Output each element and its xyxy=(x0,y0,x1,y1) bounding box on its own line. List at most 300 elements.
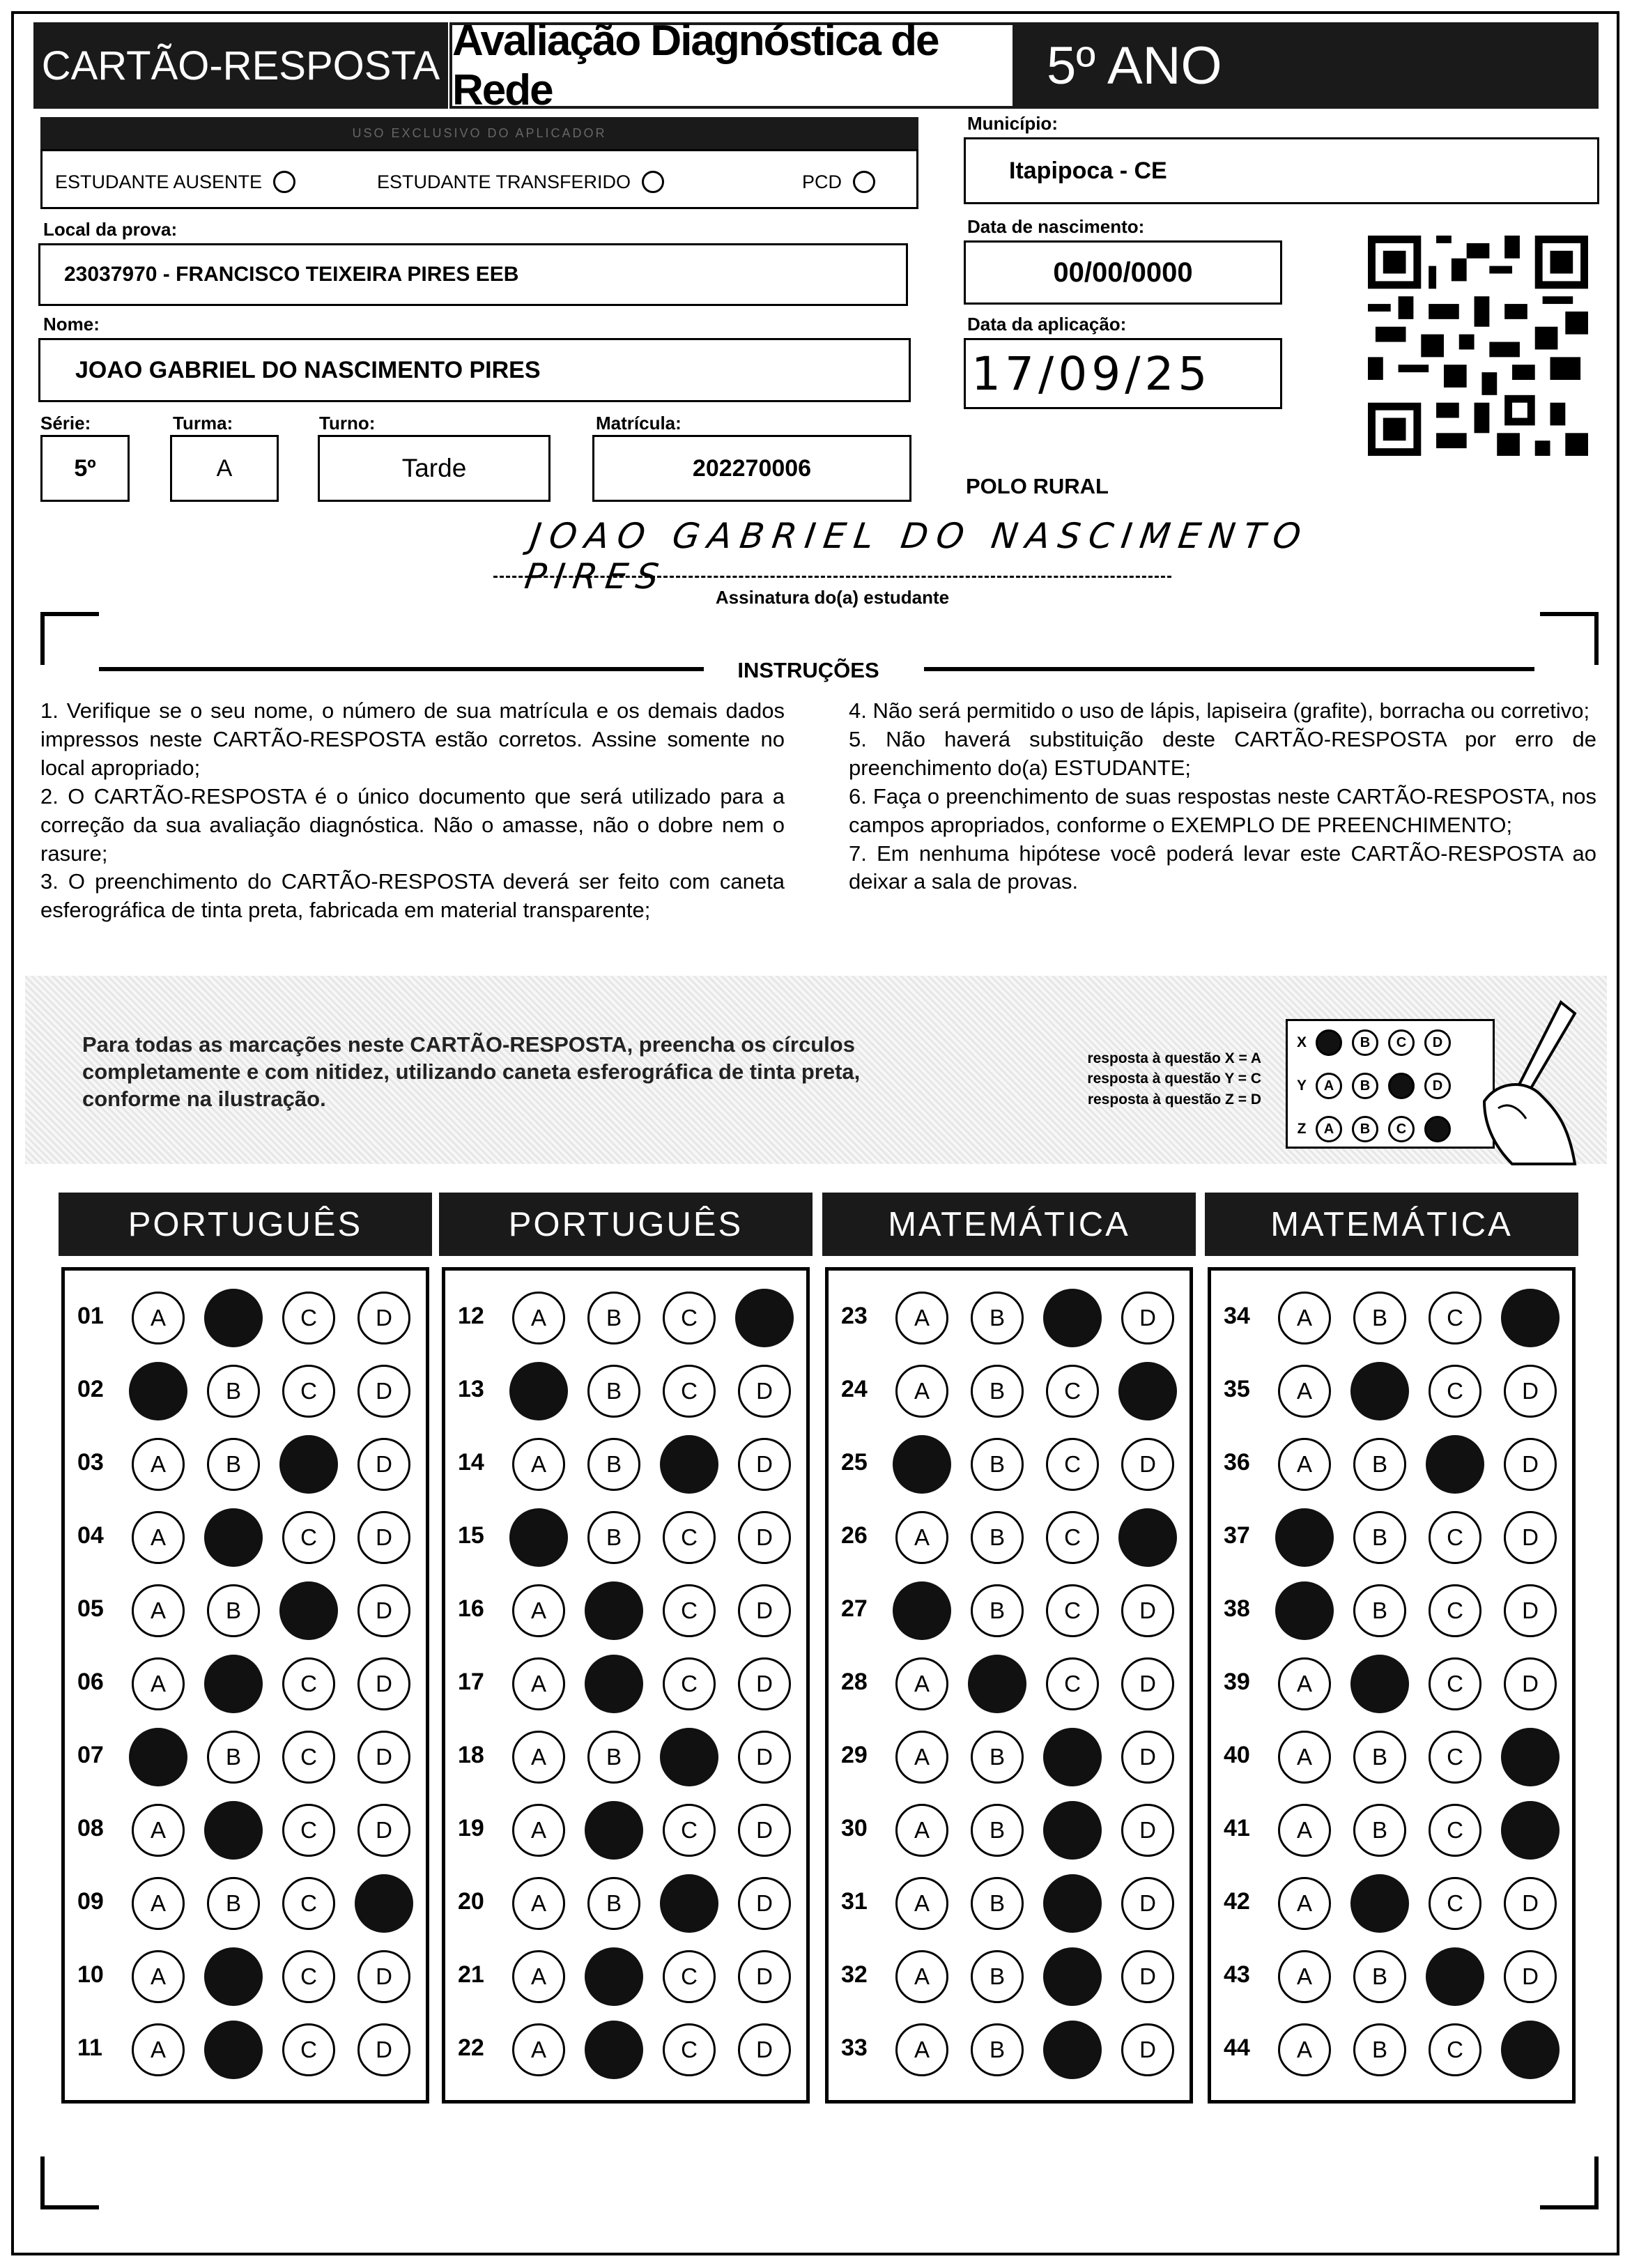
question-number: 34 xyxy=(1224,1303,1250,1329)
answer-bubble-c[interactable] xyxy=(1043,1947,1102,2006)
answer-bubble-b[interactable]: B xyxy=(1353,1731,1406,1784)
answer-bubble-c[interactable] xyxy=(660,1728,718,1786)
absence-bar: USO EXCLUSIVO DO APLICADOR xyxy=(40,117,918,149)
answer-bubble-b[interactable]: B xyxy=(1353,1438,1406,1491)
answer-bubble-b[interactable] xyxy=(585,1801,643,1860)
answer-bubble-b[interactable] xyxy=(204,1289,263,1347)
question-row xyxy=(445,1724,806,1797)
example-row-key: Z xyxy=(1297,1121,1307,1137)
example-row xyxy=(1288,1108,1493,1151)
city-field: Itapipoca - CE xyxy=(964,137,1599,204)
question-number: 04 xyxy=(77,1522,104,1549)
answer-bubble-c[interactable]: C xyxy=(1429,1657,1481,1710)
answer-bubble-a[interactable]: A xyxy=(132,1584,185,1637)
enrollment-label: Matrícula: xyxy=(596,413,682,434)
answer-bubble-a[interactable]: A xyxy=(895,2023,948,2076)
question-number: 44 xyxy=(1224,2035,1250,2061)
question-row xyxy=(445,2016,806,2090)
answer-bubble-b[interactable]: B xyxy=(971,1365,1024,1418)
answer-bubble-d[interactable]: D xyxy=(1121,1804,1174,1857)
answer-bubble-d[interactable] xyxy=(1501,1728,1560,1786)
answer-bubble-c[interactable]: C xyxy=(663,1292,716,1344)
question-number: 17 xyxy=(458,1669,484,1695)
answer-bubble-c[interactable]: C xyxy=(1046,1657,1099,1710)
answer-bubble-c[interactable]: C xyxy=(1429,1511,1481,1564)
answer-bubble-a[interactable] xyxy=(509,1362,568,1420)
answer-bubble-b[interactable]: B xyxy=(971,1950,1024,2003)
question-number: 24 xyxy=(841,1376,868,1402)
absent-bubble[interactable] xyxy=(273,171,295,193)
answer-bubble-c[interactable] xyxy=(1043,2021,1102,2079)
answer-bubble-c[interactable]: C xyxy=(282,1877,335,1930)
answer-bubble-b[interactable]: B xyxy=(207,1438,260,1491)
answer-bubble-d[interactable]: D xyxy=(357,1438,410,1491)
answer-bubble-d[interactable]: D xyxy=(1121,1438,1174,1491)
answer-bubble-d[interactable]: D xyxy=(738,1877,791,1930)
answer-bubble-a[interactable]: A xyxy=(512,1584,565,1637)
answer-bubble-d[interactable]: D xyxy=(357,1731,410,1784)
answer-bubble-a[interactable]: A xyxy=(132,1438,185,1491)
answer-bubble-b[interactable]: B xyxy=(971,1438,1024,1491)
answer-bubble-b[interactable] xyxy=(204,1508,263,1567)
answer-bubble-b[interactable]: B xyxy=(587,1438,640,1491)
question-row xyxy=(445,1358,806,1431)
answer-bubble-c[interactable]: C xyxy=(282,1804,335,1857)
question-row xyxy=(829,1870,1190,1943)
answer-bubble-c[interactable]: C xyxy=(663,2023,716,2076)
answer-bubble-a[interactable]: A xyxy=(132,1950,185,2003)
example-bubble: B xyxy=(1352,1116,1378,1142)
answer-bubble-d[interactable] xyxy=(1118,1362,1177,1420)
answer-bubble-c[interactable] xyxy=(1426,1947,1484,2006)
answer-bubble-c[interactable]: C xyxy=(1046,1511,1099,1564)
question-row xyxy=(1211,1797,1572,1870)
answer-bubble-d[interactable]: D xyxy=(1504,1438,1557,1491)
question-row xyxy=(829,1577,1190,1650)
answer-bubble-b[interactable] xyxy=(204,1655,263,1713)
answer-bubble-c[interactable]: C xyxy=(1429,1877,1481,1930)
answer-bubble-c[interactable] xyxy=(1043,1801,1102,1860)
question-row xyxy=(829,1358,1190,1431)
answer-bubble-b[interactable]: B xyxy=(971,2023,1024,2076)
answer-bubble-c[interactable] xyxy=(1043,1289,1102,1347)
answer-bubble-c[interactable]: C xyxy=(663,1584,716,1637)
answer-bubble-c[interactable]: C xyxy=(1429,1292,1481,1344)
example-row-key: X xyxy=(1296,1034,1307,1050)
question-number: 33 xyxy=(841,2035,868,2061)
signature-line xyxy=(493,576,1171,578)
apply-date-field: 17/09/25 xyxy=(964,338,1282,409)
answer-bubble-a[interactable] xyxy=(893,1581,951,1640)
example-text: Para todas as marcações neste CARTÃO-RESPOSTA, preencha os círculos completamente e com nitidez, utilizando caneta esferográfica de tinta preta, conforme na ilustração. xyxy=(82,1032,861,1111)
answer-bubble-d[interactable]: D xyxy=(357,1584,410,1637)
answer-bubble-d[interactable]: D xyxy=(357,1511,410,1564)
answer-bubble-a[interactable]: A xyxy=(512,1292,565,1344)
answer-bubble-a[interactable] xyxy=(129,1362,187,1420)
answer-bubble-b[interactable]: B xyxy=(971,1584,1024,1637)
answer-bubble-c[interactable] xyxy=(660,1435,718,1494)
answer-bubble-a[interactable]: A xyxy=(1278,2023,1331,2076)
answer-bubble-a[interactable]: A xyxy=(132,1804,185,1857)
answer-bubble-a[interactable]: A xyxy=(512,1657,565,1710)
answer-bubble-c[interactable]: C xyxy=(282,1292,335,1344)
answer-bubble-d[interactable]: D xyxy=(1121,1731,1174,1784)
answer-bubble-c[interactable]: C xyxy=(663,1511,716,1564)
answer-bubble-b[interactable]: B xyxy=(1353,1950,1406,2003)
question-number: 05 xyxy=(77,1595,104,1622)
answer-bubble-d[interactable]: D xyxy=(738,1804,791,1857)
answer-bubble-c[interactable]: C xyxy=(282,2023,335,2076)
answer-bubble-d[interactable]: D xyxy=(738,1365,791,1418)
subject-header: PORTUGUÊS xyxy=(439,1193,813,1256)
question-number: 41 xyxy=(1224,1815,1250,1841)
answer-bubble-a[interactable]: A xyxy=(512,1438,565,1491)
answer-bubble-a[interactable]: A xyxy=(1278,1877,1331,1930)
question-number: 30 xyxy=(841,1815,868,1841)
answer-bubble-b[interactable] xyxy=(585,1947,643,2006)
answer-bubble-c[interactable] xyxy=(1043,1728,1102,1786)
answer-bubble-b[interactable]: B xyxy=(971,1804,1024,1857)
absent-label: ESTUDANTE AUSENTE xyxy=(55,171,263,192)
question-number: 02 xyxy=(77,1376,104,1402)
answer-bubble-a[interactable]: A xyxy=(512,2023,565,2076)
question-number: 21 xyxy=(458,1961,484,1988)
example-legend-line: resposta à questão Y = C xyxy=(1087,1071,1261,1087)
answer-bubble-d[interactable]: D xyxy=(738,1511,791,1564)
question-number: 36 xyxy=(1224,1449,1250,1476)
question-row xyxy=(1211,1870,1572,1943)
answer-bubble-a[interactable]: A xyxy=(512,1950,565,2003)
answer-bubble-a[interactable] xyxy=(129,1728,187,1786)
answer-bubble-a[interactable]: A xyxy=(895,1657,948,1710)
answer-bubble-a[interactable]: A xyxy=(895,1511,948,1564)
shift-field: Tarde xyxy=(318,435,551,502)
answer-bubble-c[interactable]: C xyxy=(1429,2023,1481,2076)
instruction-item: 4. Não será permitido o uso de lápis, lapiseira (grafite), borracha ou corretivo; xyxy=(849,698,1590,723)
question-number: 08 xyxy=(77,1815,104,1841)
answer-bubble-d[interactable] xyxy=(355,1874,413,1933)
answer-bubble-a[interactable]: A xyxy=(1278,1804,1331,1857)
answer-bubble-d[interactable]: D xyxy=(738,2023,791,2076)
example-bubble: C xyxy=(1388,1116,1415,1142)
question-number: 15 xyxy=(458,1522,484,1549)
question-number: 18 xyxy=(458,1742,484,1768)
answer-bubble-c[interactable]: C xyxy=(282,1657,335,1710)
answer-bubble-d[interactable]: D xyxy=(1121,1584,1174,1637)
answer-bubble-d[interactable] xyxy=(1501,1801,1560,1860)
answer-bubble-a[interactable]: A xyxy=(132,2023,185,2076)
question-row xyxy=(65,1724,426,1797)
grade-label: Série: xyxy=(40,413,91,434)
answer-bubble-b[interactable]: B xyxy=(587,1511,640,1564)
pcd-bubble[interactable] xyxy=(853,171,875,193)
shift-label: Turno: xyxy=(319,413,376,434)
answer-bubble-a[interactable]: A xyxy=(132,1877,185,1930)
corner-mark-br xyxy=(1540,2156,1599,2209)
answer-bubble-c[interactable]: C xyxy=(1429,1731,1481,1784)
question-row xyxy=(1211,1650,1572,1724)
question-number: 38 xyxy=(1224,1595,1250,1622)
question-number: 20 xyxy=(458,1888,484,1915)
question-row xyxy=(1211,1577,1572,1650)
question-row xyxy=(65,1870,426,1943)
question-number: 10 xyxy=(77,1961,104,1988)
question-number: 13 xyxy=(458,1376,484,1402)
answer-bubble-d[interactable]: D xyxy=(1504,1584,1557,1637)
question-number: 19 xyxy=(458,1815,484,1841)
answer-bubble-c[interactable]: C xyxy=(663,1950,716,2003)
answer-bubble-a[interactable] xyxy=(509,1508,568,1567)
question-row xyxy=(65,1577,426,1650)
answer-bubble-c[interactable]: C xyxy=(663,1804,716,1857)
answer-bubble-b[interactable] xyxy=(1350,1874,1409,1933)
answer-bubble-c[interactable]: C xyxy=(1429,1584,1481,1637)
answer-bubble-b[interactable]: B xyxy=(207,1365,260,1418)
question-number: 06 xyxy=(77,1669,104,1695)
question-row xyxy=(65,1358,426,1431)
answer-bubble-c[interactable]: C xyxy=(1429,1365,1481,1418)
question-row xyxy=(445,1870,806,1943)
answer-bubble-d[interactable]: D xyxy=(357,2023,410,2076)
answer-bubble-b[interactable]: B xyxy=(1353,1511,1406,1564)
instruction-item: 3. O preenchimento do CARTÃO-RESPOSTA deverá ser feito com caneta esferográfica de tinta preta, fabricada em material transparente; xyxy=(40,869,785,923)
class-label: Turma: xyxy=(173,413,233,434)
answer-bubble-d[interactable]: D xyxy=(738,1657,791,1710)
question-row xyxy=(1211,2016,1572,2090)
answer-bubble-d[interactable]: D xyxy=(1504,1877,1557,1930)
signature-handwriting: JOAO GABRIEL DO NASCIMENTO PIRES xyxy=(522,516,1312,597)
answer-bubble-a[interactable]: A xyxy=(895,1950,948,2003)
answer-bubble-b[interactable]: B xyxy=(587,1731,640,1784)
example-bubble: D xyxy=(1424,1029,1451,1056)
answer-bubble-c[interactable]: C xyxy=(663,1365,716,1418)
question-number: 43 xyxy=(1224,1961,1250,1988)
question-number: 35 xyxy=(1224,1376,1250,1402)
question-row xyxy=(445,1797,806,1870)
example-bubble xyxy=(1316,1029,1342,1056)
answer-bubble-d[interactable]: D xyxy=(357,1657,410,1710)
answer-bubble-c[interactable]: C xyxy=(1046,1365,1099,1418)
transferred-option[interactable] xyxy=(377,171,664,193)
question-number: 27 xyxy=(841,1595,868,1622)
answer-bubble-d[interactable]: D xyxy=(357,1292,410,1344)
answer-bubble-d[interactable]: D xyxy=(1121,1877,1174,1930)
question-number: 37 xyxy=(1224,1522,1250,1549)
answer-bubble-a[interactable]: A xyxy=(132,1657,185,1710)
question-row xyxy=(65,1943,426,2016)
answer-bubble-c[interactable]: C xyxy=(1046,1438,1099,1491)
example-bubble: A xyxy=(1316,1116,1342,1142)
answer-bubble-b[interactable]: B xyxy=(207,1877,260,1930)
question-number: 31 xyxy=(841,1888,868,1915)
answer-column xyxy=(442,1267,810,2104)
answer-bubble-c[interactable]: C xyxy=(663,1657,716,1710)
answer-bubble-b[interactable]: B xyxy=(587,1365,640,1418)
answer-bubble-a[interactable]: A xyxy=(895,1877,948,1930)
question-row xyxy=(1211,1431,1572,1504)
answer-bubble-b[interactable]: B xyxy=(1353,1804,1406,1857)
answer-bubble-d[interactable]: D xyxy=(1121,1657,1174,1710)
absence-box xyxy=(40,149,918,209)
card-title: CARTÃO-RESPOSTA xyxy=(33,22,448,109)
example-legend-line: resposta à questão X = A xyxy=(1087,1050,1261,1066)
answer-bubble-b[interactable] xyxy=(204,1947,263,2006)
absent-option[interactable] xyxy=(55,171,295,193)
subject-header: MATEMÁTICA xyxy=(822,1193,1196,1256)
answer-bubble-c[interactable]: C xyxy=(282,1511,335,1564)
question-number: 16 xyxy=(458,1595,484,1622)
answer-bubble-d[interactable] xyxy=(1501,2021,1560,2079)
grade-title: 5º ANO xyxy=(1015,22,1599,109)
answer-bubble-c[interactable] xyxy=(279,1581,338,1640)
answer-bubble-b[interactable]: B xyxy=(971,1731,1024,1784)
pen-hand-icon xyxy=(1470,997,1582,1171)
answer-bubble-d[interactable] xyxy=(735,1289,794,1347)
answer-bubble-b[interactable] xyxy=(1350,1655,1409,1713)
question-row xyxy=(445,1504,806,1577)
pcd-option[interactable] xyxy=(802,171,875,193)
answer-bubble-d[interactable]: D xyxy=(1121,1950,1174,2003)
question-row xyxy=(829,1797,1190,1870)
answer-column xyxy=(61,1267,429,2104)
answer-bubble-c[interactable] xyxy=(1043,1874,1102,1933)
question-row xyxy=(829,1943,1190,2016)
question-number: 28 xyxy=(841,1669,868,1695)
answer-bubble-a[interactable]: A xyxy=(512,1877,565,1930)
answer-bubble-d[interactable]: D xyxy=(738,1584,791,1637)
answer-bubble-a[interactable]: A xyxy=(1278,1731,1331,1784)
answer-bubble-b[interactable]: B xyxy=(207,1731,260,1784)
birth-field: 00/00/0000 xyxy=(964,240,1282,305)
answer-bubble-b[interactable]: B xyxy=(587,1292,640,1344)
answer-bubble-c[interactable]: C xyxy=(282,1731,335,1784)
question-number: 29 xyxy=(841,1742,868,1768)
answer-bubble-a[interactable] xyxy=(1275,1581,1334,1640)
answer-bubble-d[interactable]: D xyxy=(357,1950,410,2003)
answer-bubble-b[interactable]: B xyxy=(587,1877,640,1930)
answer-bubble-b[interactable] xyxy=(585,1581,643,1640)
answer-bubble-c[interactable]: C xyxy=(1429,1804,1481,1857)
answer-bubble-b[interactable] xyxy=(585,1655,643,1713)
answer-bubble-d[interactable] xyxy=(1501,1289,1560,1347)
answer-bubble-b[interactable]: B xyxy=(207,1584,260,1637)
answer-bubble-d[interactable]: D xyxy=(1121,1292,1174,1344)
example-bubble xyxy=(1424,1116,1451,1142)
answer-bubble-a[interactable] xyxy=(893,1435,951,1494)
question-row xyxy=(829,1431,1190,1504)
answer-bubble-a[interactable]: A xyxy=(895,1365,948,1418)
answer-bubble-b[interactable]: B xyxy=(1353,2023,1406,2076)
example-row xyxy=(1288,1064,1493,1108)
answer-bubble-d[interactable]: D xyxy=(357,1365,410,1418)
answer-bubble-b[interactable] xyxy=(585,2021,643,2079)
question-number: 40 xyxy=(1224,1742,1250,1768)
answer-bubble-d[interactable]: D xyxy=(738,1438,791,1491)
answer-column xyxy=(1208,1267,1576,2104)
answer-bubble-b[interactable]: B xyxy=(1353,1292,1406,1344)
answer-bubble-a[interactable]: A xyxy=(1278,1292,1331,1344)
location-field: 23037970 - FRANCISCO TEIXEIRA PIRES EEB xyxy=(38,243,908,306)
question-row xyxy=(445,1577,806,1650)
answer-bubble-d[interactable]: D xyxy=(1121,2023,1174,2076)
answer-bubble-b[interactable]: B xyxy=(971,1292,1024,1344)
question-row xyxy=(1211,1504,1572,1577)
instruction-item: 5. Não haverá substituição deste CARTÃO-RESPOSTA por erro de preenchimento do(a) ESTUDANTE; xyxy=(849,726,1596,780)
subject-header: PORTUGUÊS xyxy=(59,1193,432,1256)
question-row xyxy=(65,2016,426,2090)
question-number: 01 xyxy=(77,1303,104,1329)
grade-field: 5º xyxy=(40,435,130,502)
answer-bubble-a[interactable]: A xyxy=(1278,1657,1331,1710)
question-row xyxy=(829,1285,1190,1358)
question-row xyxy=(445,1285,806,1358)
answer-bubble-c[interactable]: C xyxy=(1046,1584,1099,1637)
answer-bubble-a[interactable]: A xyxy=(512,1731,565,1784)
answer-bubble-d[interactable] xyxy=(1118,1508,1177,1567)
answer-bubble-b[interactable] xyxy=(968,1655,1026,1713)
answer-bubble-c[interactable]: C xyxy=(282,1365,335,1418)
answer-bubble-d[interactable]: D xyxy=(738,1731,791,1784)
instruction-item: 6. Faça o preenchimento de suas respostas neste CARTÃO-RESPOSTA, nos campos apropriados, conforme o EXEMPLO DE PREENCHIMENTO; xyxy=(849,783,1596,837)
corner-mark-bl xyxy=(40,2156,99,2209)
example-row xyxy=(1288,1021,1493,1064)
question-number: 14 xyxy=(458,1449,484,1476)
location-label: Local da prova: xyxy=(43,219,178,240)
answer-bubble-a[interactable]: A xyxy=(1278,1950,1331,2003)
question-row xyxy=(65,1504,426,1577)
answer-bubble-b[interactable] xyxy=(1350,1362,1409,1420)
answer-bubble-d[interactable]: D xyxy=(1504,1657,1557,1710)
question-number: 09 xyxy=(77,1888,104,1915)
answer-bubble-c[interactable] xyxy=(1426,1435,1484,1494)
answer-bubble-d[interactable]: D xyxy=(738,1950,791,2003)
answer-bubble-a[interactable] xyxy=(1275,1508,1334,1567)
answer-bubble-a[interactable]: A xyxy=(1278,1365,1331,1418)
answer-bubble-b[interactable] xyxy=(204,2021,263,2079)
answer-bubble-a[interactable]: A xyxy=(132,1511,185,1564)
corner-mark-tr xyxy=(1540,612,1599,665)
answer-bubble-a[interactable]: A xyxy=(132,1292,185,1344)
answer-bubble-d[interactable]: D xyxy=(1504,1511,1557,1564)
answer-bubble-b[interactable] xyxy=(204,1801,263,1860)
transferred-bubble[interactable] xyxy=(642,171,664,193)
answer-bubble-b[interactable]: B xyxy=(971,1877,1024,1930)
question-row xyxy=(65,1797,426,1870)
answer-bubble-a[interactable]: A xyxy=(512,1804,565,1857)
answer-bubble-c[interactable] xyxy=(660,1874,718,1933)
answer-bubble-a[interactable]: A xyxy=(895,1292,948,1344)
question-row xyxy=(829,1724,1190,1797)
example-bubble: C xyxy=(1388,1029,1415,1056)
answer-bubble-a[interactable]: A xyxy=(895,1731,948,1784)
question-row xyxy=(445,1943,806,2016)
question-row xyxy=(445,1650,806,1724)
answer-bubble-d[interactable]: D xyxy=(1504,1365,1557,1418)
answer-bubble-a[interactable]: A xyxy=(1278,1438,1331,1491)
answer-bubble-c[interactable] xyxy=(279,1435,338,1494)
apply-label: Data da aplicação: xyxy=(967,314,1127,335)
answer-bubble-d[interactable]: D xyxy=(357,1804,410,1857)
enrollment-field: 202270006 xyxy=(592,435,911,502)
answer-bubble-c[interactable]: C xyxy=(282,1950,335,2003)
instruction-item: 2. O CARTÃO-RESPOSTA é o único documento que será utilizado para a correção da sua avaliação diagnóstica. Não o amasse, não o dobre nem o rasure; xyxy=(40,783,785,866)
question-number: 07 xyxy=(77,1742,104,1768)
answer-bubble-a[interactable]: A xyxy=(895,1804,948,1857)
answer-bubble-d[interactable]: D xyxy=(1504,1950,1557,2003)
example-bubble: B xyxy=(1352,1029,1378,1056)
answer-bubble-b[interactable]: B xyxy=(971,1511,1024,1564)
answer-bubble-b[interactable]: B xyxy=(1353,1584,1406,1637)
